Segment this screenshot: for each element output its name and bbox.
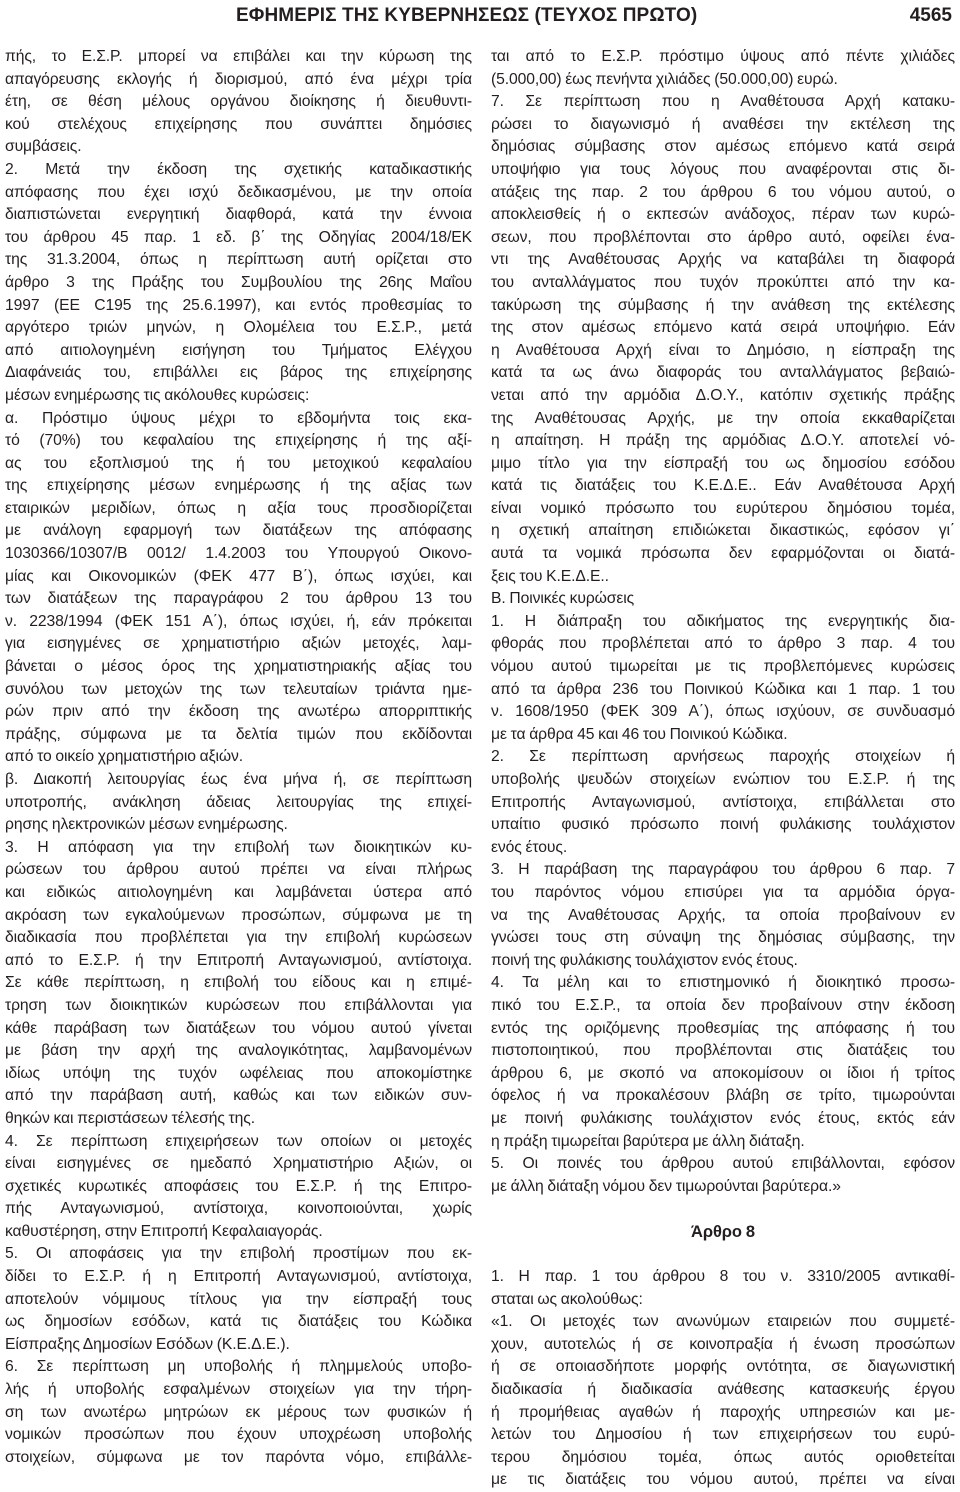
text-line: τό (70%) του κεφαλαίου της επιχείρησης ή της αξί- — [5, 432, 472, 450]
text-line: 1997 (ΕΕ C195 της 25.6.1997), και εντός προθεσμίας το — [5, 296, 472, 314]
text-line: ντι της Αναθέτουσας Αρχής να καταβάλει τη διαφορά — [491, 251, 955, 269]
text-line: τακύρωση της σύμβασης ή την ανάθεση της εκτέλεσης — [491, 296, 955, 314]
text-line: είναι νομικό πρόσωπο του ευρύτερου δημόσιου τομέα, — [491, 499, 955, 517]
text-line: με τα άρθρα 45 και 46 του Ποινικού Κώδικα. — [491, 725, 788, 743]
text-line — [491, 1198, 955, 1221]
text-line: 2. Μετά την έκδοση της σχετικής καταδικαστικής — [5, 160, 472, 178]
text-line: 3. Η παράβαση της παραγράφου του άρθρου 6 παρ. 7 — [491, 861, 955, 879]
text-line: 2. Σε περίπτωση αρνήσεως παροχής στοιχείων ή — [491, 748, 955, 766]
text-line: της Αναθέτουσας Αρχής, με την οποία εκκαθαρίζεται — [491, 409, 955, 427]
text-line: γνώσει τους στη σύναψη της δημόσιας σύμβασης, την — [491, 929, 955, 947]
text-line: κατά τις διατάξεις του Κ.Ε.Δ.Ε.. Εάν Αναθέτουσα Αρχή — [491, 477, 955, 495]
text-line: για εισηγμένες σε χρηματιστήριο αξιών μετοχές, λαμ- — [5, 635, 472, 653]
text-line: από το Ε.Σ.Ρ. ή την Επιτροπή Ανταγωνισμού, αντίστοιχα. — [5, 951, 472, 969]
text-line: στοιχείων, σύμφωνα με τον παρόντα νόμο, επιβάλλε- — [5, 1448, 472, 1466]
text-line: λετών του Δημοσίου ή των επιχειρήσεων του ευρύ- — [491, 1426, 955, 1444]
text-line: Επιτροπής Ανταγωνισμού, αντίστοιχα, επιβάλλεται στο — [491, 793, 955, 811]
text-line: του παρόντος νόμου επισύρει για τα αρμόδια όργα- — [491, 883, 955, 901]
text-line: 6. Σε περίπτωση μη υποβολής ή πλημμελούς υποβο- — [5, 1358, 472, 1376]
text-line: η απαίτηση. Η πράξη της αρμόδιας Δ.Ο.Υ. αποτελεί νό- — [491, 432, 955, 450]
right-column — [491, 46, 955, 1492]
text-line: έτη, σε θέση μέλους οργάνου διοίκησης ή διευθυντι- — [5, 93, 472, 111]
text-line: φθοράς που προβλέπεται από το άρθρο 3 παρ. 4 του — [491, 635, 955, 653]
text-line: διαδικασία που προβλέπεται για την επιβολή κυρώσεων — [5, 929, 472, 947]
text-line: πής Ανταγωνισμού, αντίστοιχα, κοινοποιούνται, χωρίς — [5, 1200, 472, 1218]
text-line: 4. Τα μέλη και το επιστημονικό ή διοικητικό προσω- — [491, 974, 955, 992]
text-line: η σχετική απαίτηση επιδιώκεται δικαστικώς, εφόσον γι΄ — [491, 522, 955, 540]
text-line: ενός έτους. — [491, 838, 568, 856]
text-line: β. Διακοπή λειτουργίας έως ένα μήνα ή, σε περίπτωση — [5, 771, 472, 788]
text-line: ατάξεις της παρ. 2 του άρθρου 6 του νόμου αυτού, ο — [491, 183, 955, 201]
text-line: θηκών και περιστάσεων τέλεσής της. — [5, 1109, 255, 1127]
text-line: λής ή υποβολής εσφαλμένων στοιχείων για την τήρη- — [5, 1381, 472, 1399]
text-line: τρηση των διοικητικών κυρώσεων που επιβάλλονται για — [5, 996, 472, 1014]
text-line: νόμου αυτού τιμωρείται με τις προβλεπόμενες κυρώσεις — [491, 658, 955, 676]
text-line: ται από το Ε.Σ.Ρ. πρόστιμο ύψους από πέντε χιλιάδες — [491, 48, 955, 65]
text-line: εντός της οριζόμενης προθεσμίας της απόφασης ή του — [491, 1019, 955, 1037]
text-line: από την παράβαση αυτή, καθώς και των ειδικών συν- — [5, 1087, 472, 1105]
text-line: από τα άρθρα 236 του Ποινικού Κώδικα και 1 παρ. 1 του — [491, 680, 955, 698]
text-line: 5. Οι αποφάσεις για την επιβολή προστίμων που εκ- — [5, 1245, 472, 1263]
text-line: υποτροπής, ανάκληση άδειας λειτουργίας της επιχεί- — [5, 793, 472, 811]
text-line: ξεις του Κ.Ε.Δ.Ε.. — [491, 567, 609, 585]
text-line: με τις διατάξεις του νόμου αυτού, πρέπει να είναι — [491, 1471, 955, 1489]
text-line: 3. Η απόφαση για την επιβολή των διοικητικών κυ- — [5, 838, 472, 856]
text-line: (5.000,00) έως πενήντα χιλιάδες (50.000,00) ευρώ. — [491, 70, 838, 88]
text-line: ή σε οποιασδήποτε μορφής οντότητα, σε διαγωνιστική — [491, 1358, 955, 1376]
text-line: α. Πρόστιμο ύψους μέχρι το εβδομήντα τοις εκα- — [5, 409, 472, 427]
text-line: Είσπραξης Δημοσίων Εσόδων (Κ.Ε.Δ.Ε.). — [5, 1335, 290, 1353]
text-line: 1030366/10307/Β 0012/ 1.4.2003 του Υπουργού Οικονο- — [5, 545, 472, 563]
text-line: της στον αμέσως επόμενο κατά σειρά υποψήφιο. Εάν — [491, 319, 955, 337]
page-number: 4565 — [909, 5, 952, 26]
text-line: πιστοποιητικού, που προβλέπονται στις διατάξεις του — [491, 1042, 955, 1060]
text-line: μιμο τίτλο για την είσπραξή του ως δημοσίου εσόδου — [491, 454, 955, 472]
text-line: υποψήφιο για τους λόγους που αναφέρονται στις δι- — [491, 160, 955, 178]
text-line: από αιτιολογημένη εισήγηση του Τμήματος Ελέγχου — [5, 341, 472, 359]
text-line: με άλλη διάταξη νόμου δεν τιμωρούνται βαρύτερα.» — [491, 1177, 841, 1195]
text-line: ρών πριν από την έκδοση της ανωτέρω απορριπτικής — [5, 703, 472, 721]
text-line: σεων, που προβλέπονται στο άρθρο αυτό, οφείλει ένα- — [491, 228, 955, 246]
text-line: Διαφάνειάς του, επιβάλλει εις βάρος της επιχείρησης — [5, 364, 472, 382]
text-line: με βάση την αρχή της αναλογικότητας, λαμβανομένων — [5, 1042, 472, 1060]
text-line: ακρόαση των εγκαλούμενων προσώπων, σύμφωνα με τη — [5, 906, 472, 924]
page-header — [0, 0, 960, 34]
text-line: 1. Η διάπραξη του αδικήματος της ενεργητικής δια- — [491, 612, 955, 630]
text-line: σταται ως ακολούθως: — [491, 1290, 643, 1308]
text-line: υπαίτιο φυσικό πρόσωπο ποινή φυλάκισης τουλάχιστον — [491, 816, 955, 834]
text-line: απαγόρευσης εκλογής ή διορισμού, από ένα μέχρι τρία — [5, 70, 472, 88]
text-line: νομικών προσώπων που έχουν υποχρέωση υποβολής — [5, 1426, 472, 1444]
text-line: πράξης, σύμφωνα με τα δελτία τιμών που εκδίδονται — [5, 725, 472, 743]
article-heading: Άρθρο 8 — [691, 1222, 755, 1241]
text-line: ιδίως υπόψη της τυχόν ωφέλειας που αποκομίστηκε — [5, 1064, 472, 1082]
text-line: πής, το Ε.Σ.Ρ. μπορεί να επιβάλει και την κύρωση της — [5, 48, 472, 65]
text-line: ρώσει το διαγωνισμό ή αναθέσει την εκτέλεση της — [491, 115, 955, 133]
text-line: Σε κάθε περίπτωση, η επιβολή του είδους και η επιμέ- — [5, 974, 472, 992]
text-line: ν. 2238/1994 (ΦΕΚ 151 Α΄), όπως ισχύει, ή, εάν πρόκειται — [5, 612, 472, 630]
text-line: 1. Η παρ. 1 του άρθρου 8 του ν. 3310/2005 αντικαθί- — [491, 1268, 955, 1286]
text-line — [491, 1243, 955, 1266]
text-line: δίδει το Ε.Σ.Ρ. ή η Επιτροπή Ανταγωνισμού, αντίστοιχα, — [5, 1268, 472, 1286]
text-line: διαδικασία ή διαδικασία ανάθεσης κατασκευής έργου — [491, 1381, 955, 1399]
text-line: ως δημοσίων εσόδων, κατά τις διατάξεις του Κώδικα — [5, 1313, 472, 1331]
text-line: βάνεται ο μέσος όρος της χρηματιστηριακής αξίας του — [5, 658, 472, 676]
text-line: διαπιστώνεται ενεργητική διαφθορά, κατά την έννοια — [5, 206, 472, 224]
text-line: ση των ανωτέρω μητρώων εκ μέρους των φυσικών ή — [5, 1403, 472, 1421]
text-line: και ειδικώς αιτιολογημένη και λαμβάνεται ύστερα από — [5, 883, 472, 901]
text-line: κού στελέχους επιχείρησης που συνάπτει δημόσιες — [5, 115, 472, 133]
text-line: αργότερο τριών μηνών, η Ολομέλεια του Ε.Σ.Ρ., μετά — [5, 319, 472, 337]
text-line: κατά τα ως άνω διαφοράς του ανταλλάγματος βεβαιώ- — [491, 364, 955, 382]
text-line: όφελος ή να προκαλέσουν βλάβη σε τρίτο, τιμωρούνται — [491, 1087, 955, 1105]
text-line: συνόλου των μετοχών της των τελευταίων τριάντα ημε- — [5, 680, 472, 698]
text-line: 5. Οι ποινές του άρθρου αυτού επιβάλλονται, εφόσον — [491, 1155, 955, 1173]
text-line: της επιχείρησης μέσων ενημέρωσης ή της αξίας των — [5, 477, 472, 495]
text-line: «1. Οι μετοχές των ανωνύμων εταιρειών που συμμετέ- — [491, 1313, 955, 1331]
left-column — [5, 46, 472, 1469]
text-line: υποβολής ψευδών στοιχείων ενώπιον του Ε.Σ.Ρ. ή της — [491, 771, 955, 788]
text-line: 4. Σε περίπτωση επιχειρήσεων των οποίων οι μετοχές — [5, 1132, 472, 1150]
text-line: του άρθρου 45 παρ. 1 εδ. β΄ της Οδηγίας 2004/18/ΕΚ — [5, 228, 472, 246]
text-line: καθυστέρηση, στην Επιτροπή Κεφαλαιαγοράς. — [5, 1222, 323, 1240]
text-line: από το οικείο χρηματιστήριο αξιών. — [5, 748, 244, 766]
text-line: κάθε παράβαση των διατάξεων του νόμου αυτού γίνεται — [5, 1019, 472, 1037]
text-line: η πράξη τιμωρείται βαρύτερα με άλλη διάταξη. — [491, 1132, 805, 1150]
text-line: νεται από την αρμόδια Δ.Ο.Υ., κατόπιν σχετικής πράξης — [491, 386, 955, 404]
text-line: ρώσεων του άρθρου αυτού πρέπει να είναι πλήρως — [5, 861, 472, 879]
text-line: με ανάλογη εφαρμογή των διατάξεων της απόφασης — [5, 522, 472, 540]
text-line: εταιρικών μεριδίων, όπως η αξία τους προσδιορίζεται — [5, 499, 472, 517]
text-line: άρθρου 6, με σκοπό να αποκομίσουν οι ίδιοι ή τρίτος — [491, 1064, 955, 1082]
text-line: ν. 1608/1950 (ΦΕΚ 309 Α΄), όπως ισχύουν, σε συνδυασμό — [491, 703, 955, 721]
text-line: αυτά τα νομικά πρόσωπα δεν εφαρμόζονται οι διατά- — [491, 545, 955, 563]
text-line: δημόσιας σύμβασης στον αμέσως επόμενο κατά σειρά — [491, 138, 955, 156]
text-line: ποινή της φυλάκισης τουλάχιστον ενός έτους. — [491, 951, 798, 969]
text-line: 7. Σε περίπτωση που η Αναθέτουσα Αρχή κατακυ- — [491, 93, 955, 111]
text-line: χουν, αυτοτελώς ή σε κοινοπραξία ή ένωση προσώπων — [491, 1335, 955, 1353]
text-line: με ποινή φυλάκισης τουλάχιστον ενός έτους, εκτός εάν — [491, 1109, 955, 1127]
text-line: η Αναθέτουσα Αρχή είναι το Δημόσιο, η είσπραξη της — [491, 341, 955, 359]
text-line: σχετικές κυρωτικές αποφάσεις του Ε.Σ.Ρ. ή της Επιτρο- — [5, 1177, 472, 1195]
text-line: άρθρο 3 της Πράξης του Συμβουλίου της 26ης Μαΐου — [5, 273, 472, 291]
text-line: να της Αναθέτουσας Αρχής, τα οποία προβαίνουν εν — [491, 906, 955, 924]
text-line: Β. Ποινικές κυρώσεις — [491, 590, 635, 608]
text-line: αποκλεισθείς ή ο εκπεσών ανάδοχος, πέραν των κυρώ- — [491, 206, 955, 224]
text-line: των διατάξεων της παραγράφου 2 του άρθρου 13 του — [5, 590, 472, 608]
text-line: ας του εξοπλισμού της ή του μετοχικού κεφαλαίου — [5, 454, 472, 472]
text-line: πικό του Ε.Σ.Ρ., τα οποία δεν προβαίνουν στην έκδοση — [491, 996, 955, 1014]
text-line: ρησης ηλεκτρονικών μέσων ενημέρωσης. — [5, 816, 288, 834]
text-line: ή προμήθειας αγαθών ή παροχής υπηρεσιών και με- — [491, 1403, 955, 1421]
text-line: μίας και Οικονομικών (ΦΕΚ 477 Β΄), όπως ισχύει, και — [5, 567, 472, 585]
text-line: είναι εισηγμένες σε ημεδαπό Χρηματιστήριο Αξιών, οι — [5, 1155, 472, 1173]
text-line: του ανταλλάγματος που τυχόν προκύπτει από την κα- — [491, 273, 955, 291]
text-line: τερου δημόσιου τομέα, όπως αυτός οριοθετείται — [491, 1448, 955, 1466]
text-line: αποτελούν νόμιμους τίτλους για την είσπραξή τους — [5, 1290, 472, 1308]
text-line: απόφασης που έχει ισχύ δεδικασμένου, με την οποία — [5, 183, 472, 201]
gazette-title: ΕΦΗΜΕΡΙΣ ΤΗΣ ΚΥΒΕΡΝΗΣΕΩΣ (ΤΕΥΧΟΣ ΠΡΩΤΟ) — [236, 5, 698, 26]
text-line: της 31.3.2004, όπως η περίπτωση αυτή ορίζεται στο — [5, 251, 472, 269]
text-line: μέσων ενημέρωσης τις ακόλουθες κυρώσεις: — [5, 386, 310, 404]
text-line: συμβάσεις. — [5, 138, 82, 156]
